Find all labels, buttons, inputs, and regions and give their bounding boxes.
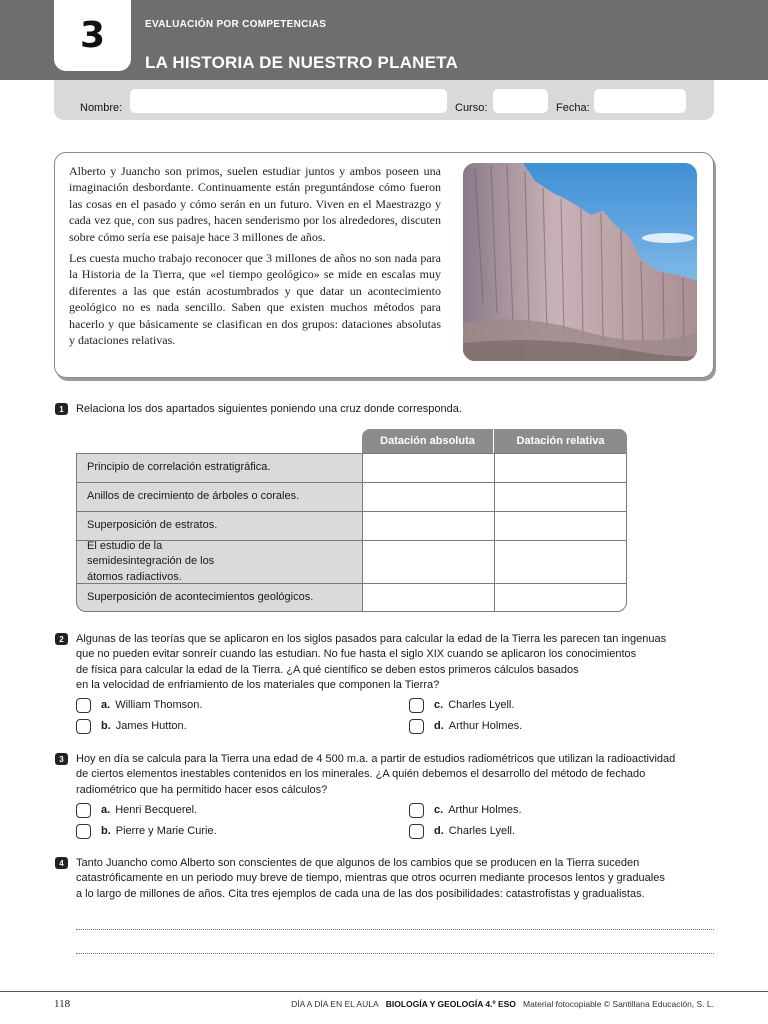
table-row: [76, 511, 627, 540]
option-letter: a.: [101, 699, 111, 711]
question-line: catastróficamente en un periodo muy breve de tiempo, mientras que otros ocurren mediante procesos lentos y graduales: [76, 872, 665, 885]
intro-text: [69, 163, 441, 353]
course-field[interactable]: [493, 89, 548, 113]
relative-answer-cell[interactable]: [494, 483, 627, 511]
option-letter: d.: [434, 720, 444, 732]
table-row: [76, 540, 627, 583]
option-letter: d.: [434, 825, 444, 837]
question-number: 2: [55, 633, 68, 645]
question-line: Hoy en día se calcula para la Tierra una edad de 4 500 m.a. a partir de estudios radiométricos que utilizan la radioactividad: [76, 753, 676, 765]
option-a[interactable]: [76, 697, 202, 713]
checkbox[interactable]: [409, 719, 424, 734]
date-field[interactable]: [594, 89, 686, 113]
option-text: William Thomson.: [115, 699, 203, 711]
table-row: [76, 453, 627, 482]
row-label: Superposición de estratos.: [76, 512, 362, 540]
page-number: 118: [54, 998, 71, 1010]
checkbox[interactable]: [409, 803, 424, 818]
question-line: de ciertos elementos inestables contenidos en los minerales. ¿A quién debemos el desarrollo del método de fechado: [76, 768, 646, 781]
intro-paragraph: Alberto y Juancho son primos, suelen estudiar juntos y ambos poseen una imaginación desbordante. Continuamente están preguntándose cómo fueron las cosas en el pasado y cómo serán en un futuro. Viven en el Maestrazgo y cada vez que, con sus padres, hacen senderismo por los alrededores, discuten sobre cómo sería ese paisaje hace 3 millones de años.: [69, 164, 441, 244]
question-2-text: [76, 632, 666, 693]
relative-answer-cell[interactable]: [494, 584, 627, 612]
option-b[interactable]: [76, 823, 217, 839]
checkbox[interactable]: [409, 824, 424, 839]
footer-rule: [0, 991, 768, 992]
checkbox[interactable]: [76, 824, 91, 839]
footer-copyright: Material fotocopiable © Santillana Educación, S. L.: [522, 999, 714, 1009]
question-number: 3: [55, 753, 68, 765]
option-d[interactable]: [409, 718, 522, 734]
option-text: Charles Lyell.: [448, 825, 516, 837]
relative-answer-cell[interactable]: [494, 541, 627, 583]
answer-line[interactable]: [76, 953, 714, 954]
option-text: James Hutton.: [115, 720, 187, 732]
relative-answer-cell[interactable]: [494, 453, 627, 482]
page-title: LA HISTORIA DE NUESTRO PLANETA: [145, 53, 458, 72]
column-header-absolute: Datación absoluta: [362, 429, 494, 453]
option-text: Arthur Holmes.: [448, 720, 523, 732]
question-line: de física para calcular la edad de la Tierra. ¿A qué científico se deben estos primeros cálculos basados: [76, 663, 579, 676]
question-line: radiométrico que ha permitido hacer esos cálculos?: [76, 783, 328, 796]
student-info-bar: [54, 80, 714, 120]
option-a[interactable]: [76, 802, 197, 818]
footer-credits: [291, 999, 714, 1009]
question-3-text: [76, 752, 675, 798]
rock-cliff-photo: [463, 163, 697, 361]
absolute-answer-cell[interactable]: [362, 584, 494, 612]
table-row: [76, 482, 627, 511]
question-line: que no pueden evitar sonreír cuando las estudian. No fue hasta el siglo XIX cuando se aplicaron los conocimientos: [76, 648, 637, 661]
absolute-answer-cell[interactable]: [362, 541, 494, 583]
question-line: a lo largo de millones de años. Cita tres ejemplos de cada una de las dos posibilidades: catastrofistas y gradualistas.: [76, 887, 645, 900]
option-c[interactable]: [409, 802, 522, 818]
question-line: Tanto Juancho como Alberto son conscientes de que algunos de los cambios que se producen en la Tierra suceden: [76, 857, 640, 869]
question-number: 1: [55, 403, 68, 415]
option-c[interactable]: [409, 697, 514, 713]
relative-answer-cell[interactable]: [494, 512, 627, 540]
table-row: [76, 583, 627, 612]
unit-number: 3: [54, 0, 131, 71]
checkbox[interactable]: [76, 803, 91, 818]
footer-series: DÍA A DÍA EN EL AULA: [291, 999, 379, 1009]
intro-box: [54, 152, 714, 378]
intro-paragraph: Les cuesta mucho trabajo reconocer que 3 millones de años no son nada para la Historia de la Tierra, que «el tiempo geológico» se mide en escalas muy diferentes a las que están acostumbrados y que datar un acontecimiento geológico no es nada sencillo. Saben que existen muchos métodos para hacerlo y que básicamente se clasifican en dos grupos: dataciones absolutas y dataciones relativas.: [69, 251, 441, 348]
row-label: El estudio de la semidesintegración de los átomos radiactivos.: [76, 541, 362, 583]
answer-line[interactable]: [76, 929, 714, 930]
option-letter: b.: [101, 720, 111, 732]
section-kicker: EVALUACIÓN POR COMPETENCIAS: [145, 19, 327, 30]
name-label: Nombre:: [80, 102, 123, 114]
option-b[interactable]: [76, 718, 187, 734]
question-line: Algunas de las teorías que se aplicaron en los siglos pasados para calcular la edad de la Tierra les parecen tan ingenuas: [76, 633, 667, 645]
option-d[interactable]: [409, 823, 515, 839]
row-label: Superposición de acontecimientos geológicos.: [76, 584, 362, 612]
absolute-answer-cell[interactable]: [362, 512, 494, 540]
checkbox[interactable]: [76, 698, 91, 713]
checkbox[interactable]: [409, 698, 424, 713]
question-4-text: [76, 856, 665, 902]
question-1-text: Relaciona los dos apartados siguientes poniendo una cruz donde corresponda.: [76, 403, 462, 415]
question-line: en la velocidad de enfriamiento de los materiales que componen la Tierra?: [76, 678, 440, 691]
option-text: Arthur Holmes.: [448, 804, 522, 816]
option-letter: b.: [101, 825, 111, 837]
name-field[interactable]: [130, 89, 447, 113]
checkbox[interactable]: [76, 719, 91, 734]
row-label: Anillos de crecimiento de árboles o corales.: [76, 483, 362, 511]
dating-table: [76, 429, 627, 612]
row-label: Principio de correlación estratigráfica.: [76, 453, 362, 482]
footer-subject: BIOLOGÍA Y GEOLOGÍA 4.º ESO: [385, 999, 516, 1009]
column-header-relative: Datación relativa: [494, 429, 627, 453]
option-letter: c.: [434, 804, 444, 816]
option-text: Henri Becquerel.: [115, 804, 198, 816]
option-letter: c.: [434, 699, 444, 711]
date-label: Fecha:: [556, 102, 590, 114]
option-text: Pierre y Marie Curie.: [115, 825, 217, 837]
absolute-answer-cell[interactable]: [362, 483, 494, 511]
absolute-answer-cell[interactable]: [362, 453, 494, 482]
question-number: 4: [55, 857, 68, 869]
option-letter: a.: [101, 804, 111, 816]
course-label: Curso:: [455, 102, 488, 114]
option-text: Charles Lyell.: [448, 699, 515, 711]
